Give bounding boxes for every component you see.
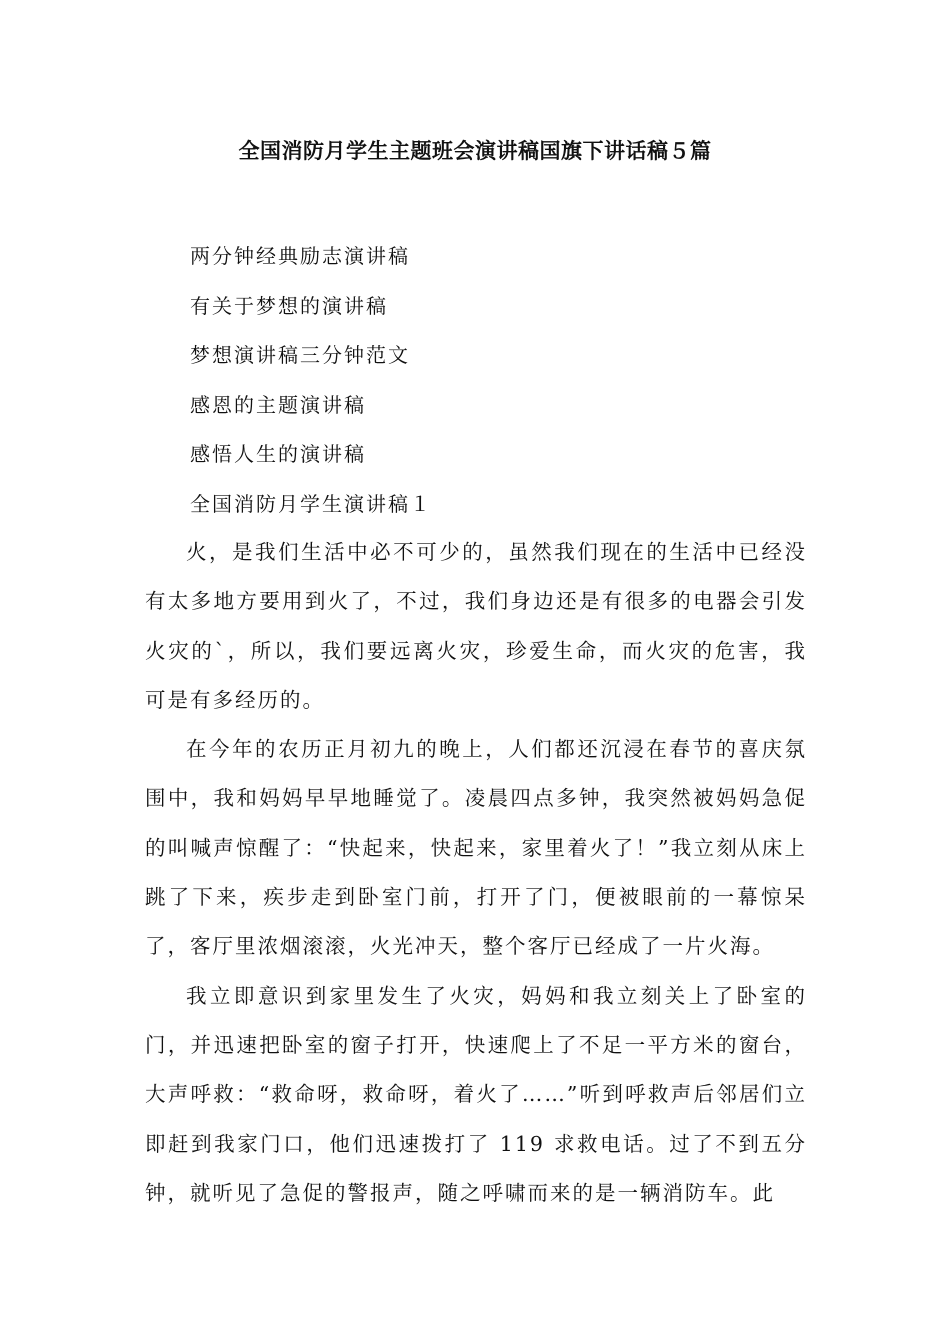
paragraph: 我立即意识到家里发生了火灾，妈妈和我立刻关上了卧室的门，并迅速把卧室的窗子打开，快速爬上了不足一平方米的窗台，大声呼救：“救命呀，救命呀，着火了……”听到呼救声后邻居们立即赶到我家门口，他们迅速拨打了 119 求救电话。过了不到五分钟，就听见了急促的警报声，随之呼啸而来的是一辆消防车。此 (145, 983, 807, 1205)
list-item: 两分钟经典励志演讲稿 (190, 244, 410, 268)
list-item: 有关于梦想的演讲稿 (190, 293, 388, 318)
paragraph: 在今年的农历正月初九的晚上，人们都还沉浸在春节的喜庆氛围中，我和妈妈早早地睡觉了。凌晨四点多钟，我突然被妈妈急促的叫喊声惊醒了：“快起来，快起来，家里着火了！”我立刻从床上跳了下来，疾步走到卧室门前，打开了门，便被眼前的一幕惊呆了，客厅里浓烟滚滚，火光冲天，整个客厅已经成了一片火海。 (145, 737, 807, 959)
list-item: 感恩的主题演讲稿 (190, 392, 366, 417)
related-articles-list (190, 232, 810, 530)
paragraph: 火，是我们生活中必不可少的，虽然我们现在的生活中已经没有太多地方要用到火了，不过，我们身边还是有很多的电器会引发火灾的`，所以，我们要远离火灾，珍爱生命，而火灾的危害，我可是有多经历的。 (145, 540, 807, 712)
list-item: 梦想演讲稿三分钟范文 (190, 343, 410, 368)
article-body (145, 528, 807, 1218)
section-heading: 全国消防月学生演讲稿１ (190, 491, 432, 516)
page-title: 全国消防月学生主题班会演讲稿国旗下讲话稿５篇 (238, 139, 712, 163)
list-item: 感悟人生的演讲稿 (190, 442, 366, 467)
